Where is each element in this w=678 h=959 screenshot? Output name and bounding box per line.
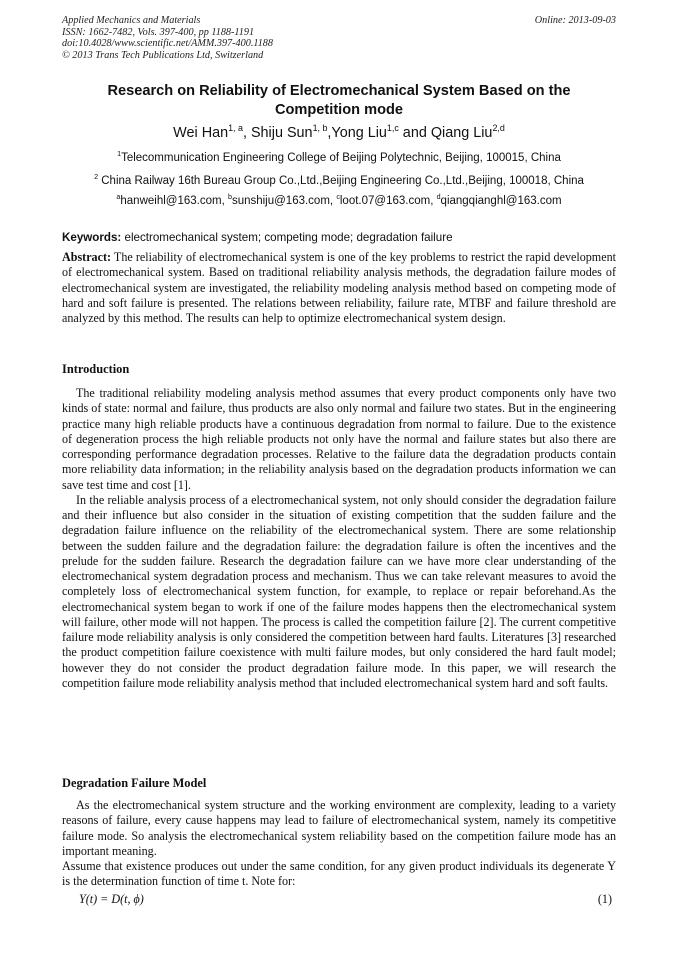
email-sep: , xyxy=(430,195,437,207)
email-sep: , xyxy=(221,195,228,207)
keywords xyxy=(62,231,616,245)
email-link[interactable]: qiangqianghl@163.com xyxy=(440,195,562,207)
equation-number: (1) xyxy=(597,892,612,906)
degradation-paragraph-2: Assume that existence produces out under the same condition, for any given product individuals its degenerate Y is the determination function of time t. Note for: xyxy=(62,859,616,889)
doi-line: doi:10.4028/www.scientific.net/AMM.397-400.1188 xyxy=(62,38,273,50)
author-sep: , xyxy=(242,125,251,141)
author-name: Qiang Liu xyxy=(430,125,493,141)
author-name: Yong Liu xyxy=(331,125,387,141)
email-sup: a xyxy=(116,193,121,202)
affiliation-text: China Railway 16th Bureau Group Co.,Ltd.,Beijing Engineering Co.,Ltd.,Beijing, 100018, China xyxy=(101,175,584,187)
keywords-text: electromechanical system; competing mode; degradation failure xyxy=(121,231,453,244)
email-sup: d xyxy=(436,193,441,202)
paper-title xyxy=(62,82,616,119)
affiliation-sup: 1 xyxy=(117,150,122,159)
equation-formula: Y(t) = D(t, ϕ) xyxy=(79,892,144,906)
author-list xyxy=(62,124,616,142)
journal-header xyxy=(62,15,616,61)
email-sup: b xyxy=(227,193,232,202)
author-name: Wei Han xyxy=(173,125,229,141)
affiliation-1 xyxy=(62,151,616,165)
degradation-heading: Degradation Failure Model xyxy=(62,776,207,790)
title-line-1: Research on Reliability of Electromechanical System Based on the xyxy=(107,83,571,99)
introduction-paragraph-2: In the reliable analysis process of a electromechanical system, not only should consider the degradation failure and their influence but also consider in the situation of existing competition that the sudden failure and the degradation failure influence on the reliability of the electromechanical system. There are some relationship between the sudden failure and the degradation failure: the degradation failure is often the incentives and the prelude for the sudden failure. Research the degradation failure can we have more clear understanding of the electromechanical system degradation process and mechanism. Thus we can take relevant measures to avoid the completely loss of electromechanical system function, for example, to replace or repair beforehand.As the electromechanical system began to work if one of the failure modes happens then the electromechanical system will failure, other mode will not happen. The process is called the competition failure [2]. The current competitive failure mode reliability analysis is only considered the competition between hard faults. Literatures [3] researched the product competition failure coexistence with multi failure modes, but only considered the hard fault model; however they do not consider the product degradation failure mode. In this paper, we will research the competition failure mode reliability analysis method that included electromechanical system hard and soft faults. xyxy=(62,492,616,690)
abstract-paragraph xyxy=(62,250,616,326)
author-sup: 1, b xyxy=(312,123,328,134)
title-line-2: Competition mode xyxy=(274,101,404,118)
author-name: Shiju Sun xyxy=(250,125,313,141)
abstract xyxy=(62,250,616,326)
introduction-heading: Introduction xyxy=(62,362,130,376)
author-sep: , xyxy=(327,125,332,141)
introduction-body xyxy=(62,386,616,691)
journal-name: Applied Mechanics and Materials xyxy=(62,15,201,26)
author-sup: 1, a xyxy=(228,123,243,134)
abstract-text: The reliability of electromechanical system is one of the key problems to restrict the rapid development of electromechanical system. Based on traditional reliability analysis methods, the degradation failure modes of electromechanical system are investigated, the reliability modeling analysis method based on competing mode of hard and soft failure is presented. The relations between reliability, failure rate, MTBF and failure threshold are analyzed by this method. The results can help to optimize electromechanical system design. xyxy=(62,250,616,325)
email-sup: c xyxy=(336,193,340,202)
email-link[interactable]: loot.07@163.com xyxy=(339,195,431,207)
affiliation-text: Telecommunication Engineering College of Beijing Polytechnic, Beijing, 100015, China xyxy=(121,152,561,164)
affiliation-2 xyxy=(62,174,616,188)
author-sup: 2,d xyxy=(492,123,505,134)
issn-line: ISSN: 1662-7482, Vols. 397-400, pp 1188-1191 xyxy=(62,26,255,38)
author-sup: 1,c xyxy=(386,123,399,134)
email-list xyxy=(62,194,616,208)
email-sep: , xyxy=(329,195,337,207)
introduction-paragraph-1: The traditional reliability modeling analysis method assumes that every product components only have two kinds of state: normal and failure, thus products are also only normal and failure two states. But in the engineering practice many high reliable products have a continuous degradation from normal to failure. Due to the existence of degeneration process the high reliable products not only have the normal and failure states but also there are corresponding performance degradation processes. Relative to the failure data the degradation products contain more reliability data information; in the reliability analysis based on the degradation products information we can save test time and cost [1]. xyxy=(62,386,616,492)
email-link[interactable]: hanweihl@163.com xyxy=(120,195,222,207)
online-date: Online: 2013-09-03 xyxy=(534,15,616,26)
degradation-paragraph-1: As the electromechanical system structure and the working environment are complexity, leading to a variety reasons of failure, every cause happens may lead to failure of electromechanical system, namely its competitive failure mode. So analysis the electromechanical system reliability based on the competition failure mode has an important meaning. xyxy=(62,798,616,858)
keywords-label: Keywords: xyxy=(62,231,122,244)
copyright-line: © 2013 Trans Tech Publications Ltd, Switzerland xyxy=(62,49,264,61)
degradation-body xyxy=(62,798,616,890)
author-sep: and xyxy=(398,125,431,141)
affiliation-sup: 2 xyxy=(94,173,99,182)
email-link[interactable]: sunshiju@163.com xyxy=(231,195,330,207)
abstract-label: Abstract: xyxy=(62,250,112,264)
